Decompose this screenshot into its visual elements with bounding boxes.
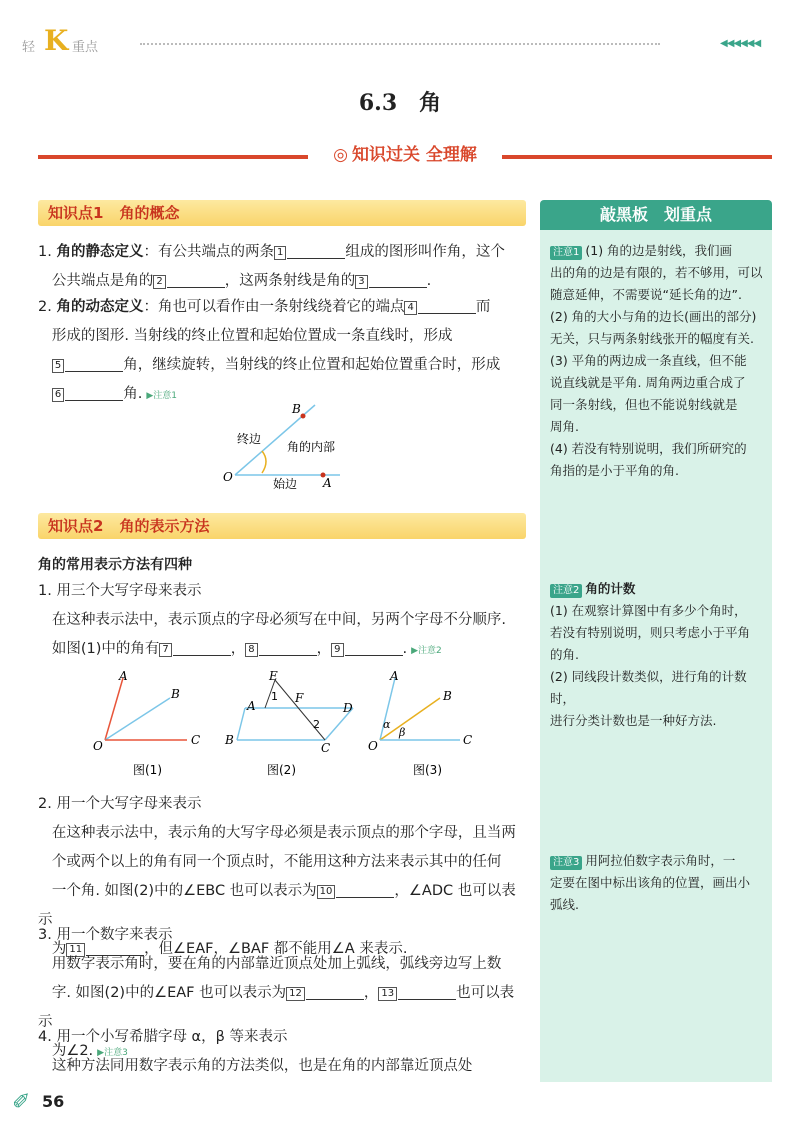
item-number: 1. [38,244,57,260]
f2-label-b: B [225,733,234,747]
blank-number: 2 [153,275,165,289]
note-line: 同一条射线，但也不能说射线就是 [550,397,738,412]
f3-label-o: O [368,739,378,753]
section-1-tag: 知识点1 [48,204,104,222]
blank-number: 10 [317,885,336,899]
text: 角，继续旋转，当射线的终止位置和起始位置重合时，形成 [123,357,501,373]
section-1-header [38,200,526,226]
note-line: 无关，只与两条射线张开的幅度有关. [550,331,754,346]
page-corner-icon: ✐ [12,1090,31,1115]
label-interior: 角的内部 [287,440,336,454]
text: 字. 如图(2)中的∠EAF 也可以表示为 [51,985,287,1001]
note-line: (1) 角的边是射线，我们画 [585,243,733,258]
blank-3[interactable] [369,271,427,288]
f3-label-b: B [443,689,452,703]
figure-2 [224,669,353,777]
f1-label-c: C [191,733,201,747]
f1-label-a: A [119,669,128,683]
text: 如图(1)中的角有 [51,641,160,657]
blank-number: 11 [66,943,85,957]
note-1 [550,240,770,482]
blank-2[interactable] [167,271,225,288]
text: 在这种表示法中，表示角的大写字母必须是表示顶点的那个字母，且当两 [51,825,516,841]
term: 角的动态定义 [56,299,144,315]
note-3 [550,850,770,916]
text: 而 [475,299,491,315]
point-b-dot [301,414,306,419]
blank-8[interactable] [259,639,317,656]
label-terminal: 终边 [237,432,262,446]
blank-13[interactable] [398,983,456,1000]
f3-label-alpha: α [383,718,391,731]
section-1-name: 角的概念 [119,204,180,222]
methods-heading: 角的常用表示方法有四种 [38,557,192,573]
f1-label-o: O [93,739,103,753]
text: . [426,273,432,289]
f2-label-c: C [321,741,331,755]
note-line: 用阿拉伯数字表示角时，一 [585,853,736,868]
blank-4[interactable] [418,297,476,314]
text: ，但∠EAF，∠BAF 都不能用∠A 来表示. [144,941,408,957]
note-line: 进行分类计数也是一种好方法. [550,713,717,728]
text: 在这种表示法中，表示顶点的字母必须写在中间，另两个字母不分顺序. [51,612,506,628]
method-3: 3. 用一个数字来表示 用数字表示角时，要在角的内部靠近顶点处加上弧线，弧线旁边写上数 字. 如图(2)中的∠EAF 也可以表示为 12 ， 13 也可以表示 为∠2. ▶注意3 [38,927,515,1059]
text: 2. 用一个大写字母来表示 [38,796,202,812]
note-line: 说直线就是平角. 周角两边重合成了 [550,375,746,390]
label-b: B [292,402,301,416]
f2-label-f: F [295,691,304,705]
blank-number: 13 [378,987,397,1001]
rotation-arc [262,451,266,473]
note-line: 若没有特别说明，则只考虑小于平角 [550,625,751,640]
method-1: 1. 用三个大写字母来表示 在这种表示法中，表示顶点的字母必须写在中间，另两个字母不分顺序. 如图(1)中的角有 7 ， 8 ， 9 . ▶注意2 [38,583,506,657]
f2-label-2: 2 [313,718,320,731]
blank-number: 7 [159,643,171,657]
note-line: (2) 角的大小与角的边长(画出的部分) [550,309,757,324]
blank-number: 6 [52,388,64,402]
note-line: (1) 在观察计算图中有多少个角时， [550,603,747,618]
note-1-tag: 注意1 [550,246,582,260]
f2-label-e: E [269,669,278,683]
text: 公共端点是角的 [51,273,154,289]
note-line: 角指的是小于平角的角. [550,463,679,478]
banner-line-left [38,155,308,159]
blank-number: 4 [404,301,416,315]
text: 1. 用三个大写字母来表示 [38,583,202,599]
brand-logo [22,24,142,57]
label-initial: 始边 [273,477,298,490]
blank-9[interactable] [345,639,403,656]
logo-left-text: 轻 [22,40,37,55]
figure-3-caption: 图(3) [413,763,442,777]
blank-number: 12 [286,987,305,1001]
blank-number: 1 [274,246,286,260]
definition-1 [38,238,528,296]
figure-2-caption: 图(2) [267,763,296,777]
header-divider [140,43,660,45]
arrows-icon: ◀◀◀◀◀◀ [720,38,761,49]
blank-7[interactable] [173,639,231,656]
angle-figures [85,668,515,783]
figure-1-caption: 图(1) [133,763,162,777]
section-2-name: 角的表示方法 [119,517,210,535]
term: 角的静态定义 [56,244,144,260]
text: 一个角. 如图(2)中的∠EBC 也可以表示为 [51,883,317,899]
text: 个或两个以上的角有同一个顶点时，不能用这种方法来表示其中的任何 [51,854,502,870]
blank-number: 9 [331,643,343,657]
banner-text: 知识过关 全理解 [351,145,477,165]
text: 用数字表示角时，要在角的内部靠近顶点处加上弧线，弧线旁边写上数 [51,956,502,972]
banner-line-right [502,155,772,159]
text: ，∠ADC 也可以表示 [38,883,516,928]
text: 为 [51,941,67,957]
angle-definition-figure [215,395,365,490]
figure-1 [93,669,200,777]
note-line: (3) 平角的两边成一条直线，但不能 [550,353,747,368]
blank-number: 8 [245,643,257,657]
note-line: (4) 若没有特别说明，我们所研究的 [550,441,747,456]
text: ，这两条射线是角的 [224,273,356,289]
blank-12[interactable] [306,983,364,1000]
method-4 [38,1023,528,1081]
note-link-2[interactable]: ▶注意2 [411,646,442,656]
text: 为∠2. [51,1043,94,1059]
blank-5[interactable] [65,355,123,372]
label-a: A [323,476,332,490]
note-line: 周角. [550,419,579,434]
swirl-icon: ◎ [333,145,348,165]
text: 3. 用一个数字来表示 [38,927,173,943]
note-link-3[interactable]: ▶注意3 [97,1048,128,1058]
label-o: O [223,470,233,484]
f3-label-a: A [390,669,399,683]
section-2-tag: 知识点2 [48,517,104,535]
note-2-title: 角的计数 [585,581,636,596]
f1-label-b: B [171,687,180,701]
text: 角. [123,386,143,402]
blank-6[interactable] [65,384,123,401]
page-title: 6.3 角 [358,90,442,116]
text: 4. 用一个小写希腊字母 α，β 等来表示 [38,1029,288,1045]
definition-2 [38,293,528,411]
page-number: 56 [42,1092,65,1111]
blank-10[interactable] [336,881,394,898]
text: 也可以表示 [38,985,515,1030]
note-line: 出的角的边是有限的，若不够用，可以 [550,265,763,280]
item-number: 2. [38,299,57,315]
section-2-header [38,513,526,539]
f2-label-a: A [247,699,256,713]
f2-label-d: D [343,701,353,715]
f2-label-1: 1 [271,690,278,703]
note-2 [550,578,770,732]
blank-number: 3 [355,275,367,289]
logo-k: K [44,24,69,57]
f3-label-beta: β [399,726,406,739]
note-line: 随意延伸，不需要说“延长角的边”. [550,287,742,302]
text: ：角也可以看作由一条射线绕着它的端点 [143,299,405,315]
logo-right-text: 重点 [72,40,99,55]
text: ：有公共端点的两条 [143,244,274,260]
text: 这种方法同用数字表示角的方法类似，也是在角的内部靠近顶点处 [51,1058,473,1074]
note-link-1[interactable]: ▶注意1 [146,391,177,401]
note-line: 定要在图中标出该角的位置，画出小 [550,875,751,890]
f3-label-c: C [463,733,473,747]
note-line: 的角. [550,647,579,662]
text: 组成的图形叫作角，这个 [345,244,505,260]
text: 形成的图形. 当射线的终止位置和起始位置成一条直线时，形成 [51,328,453,344]
section-banner [310,140,500,165]
blank-number: 5 [52,359,64,373]
blank-1[interactable] [287,242,345,259]
sidebar-header: 敲黑板 划重点 [540,200,772,230]
note-2-tag: 注意2 [550,584,582,598]
note-line: 弧线. [550,897,579,912]
note-3-tag: 注意3 [550,856,582,870]
figure-3 [368,669,472,777]
note-line: (2) 同线段计数类似，进行角的计数时， [550,669,747,706]
